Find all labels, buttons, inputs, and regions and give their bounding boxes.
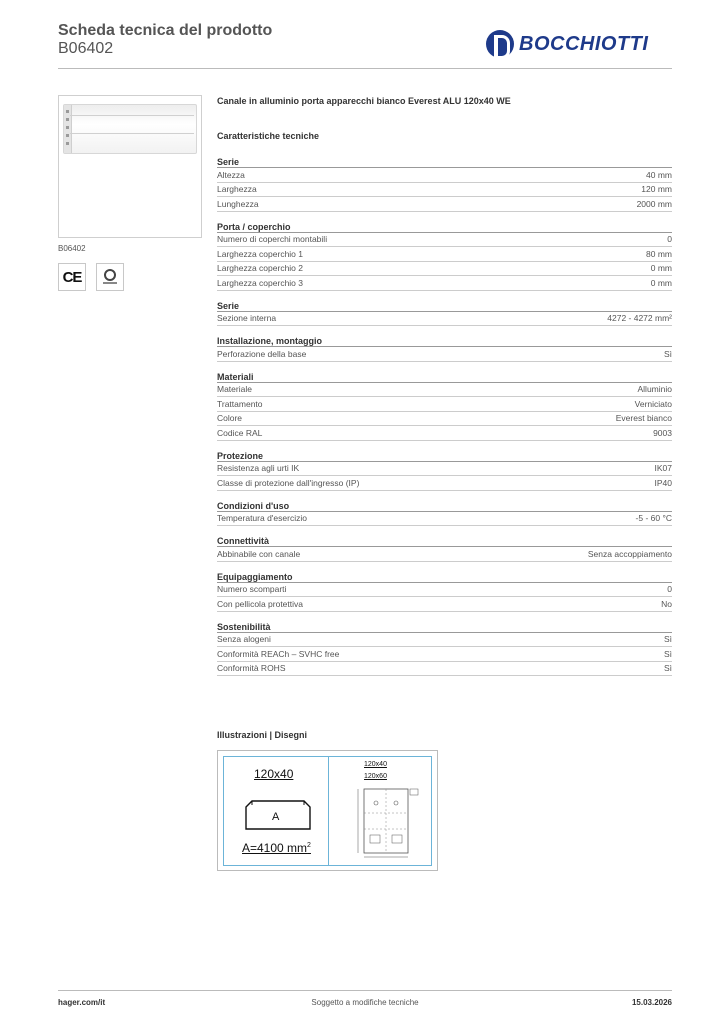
spec-section-title: Porta / coperchio: [217, 221, 672, 233]
spec-value: Sì: [663, 348, 672, 359]
spec-row: [217, 633, 672, 648]
spec-row: [217, 262, 672, 277]
spec-row: [217, 412, 672, 427]
spec-value: IK07: [654, 463, 672, 473]
spec-value: 0 mm: [650, 277, 672, 288]
drawing-a-area: A=4100 $mm^2$: [242, 841, 311, 855]
product-code: B06402: [58, 40, 114, 57]
spec-value: Sì: [663, 634, 672, 644]
spec-row: [217, 168, 672, 183]
spec-label: Numero scomparti: [217, 584, 287, 594]
spec-row: [217, 512, 672, 527]
photo-caption: B06402: [58, 244, 86, 253]
spec-label: Trattamento: [217, 398, 263, 409]
spec-section-title: Equipaggiamento: [217, 571, 672, 583]
spec-value: 0 mm: [650, 263, 672, 273]
spec-label: Abbinabile con canale: [217, 548, 301, 559]
spec-label: Resistenza agli urti IK: [217, 463, 300, 473]
spec-section: [217, 571, 672, 612]
footer-divider: [58, 990, 672, 991]
spec-label: Altezza: [217, 169, 245, 180]
spec-section: [217, 535, 672, 562]
duct-drawing: [63, 104, 197, 154]
spec-section: [217, 221, 672, 291]
spec-value: Senza accoppiamento: [587, 548, 672, 559]
spec-row: [217, 347, 672, 362]
spec-row: [217, 233, 672, 248]
spec-label: Materiale: [217, 384, 252, 394]
spec-section-title: Protezione: [217, 450, 672, 462]
product-title: Canale in alluminio porta apparecchi bianco Everest ALU 120x40 WE: [217, 96, 511, 106]
spec-label: Conformità ROHS: [217, 663, 286, 673]
duct-groove: [70, 133, 194, 134]
brand-mark-icon: [486, 30, 514, 58]
spec-row: [217, 462, 672, 477]
spec-row: [217, 426, 672, 441]
drawing-b-label-2: 120x60: [364, 773, 387, 780]
spec-row: [217, 597, 672, 612]
footer: [58, 996, 672, 1010]
spec-section: [217, 500, 672, 527]
spec-value: Verniciato: [634, 398, 672, 409]
footer-website: hager.com/it: [58, 998, 106, 1007]
spec-label: Sezione interna: [217, 313, 277, 323]
technical-drawing: [217, 750, 438, 871]
spec-value: IP40: [654, 477, 672, 488]
spec-label: Larghezza coperchio 2: [217, 263, 304, 273]
spec-section-title: Condizioni d'uso: [217, 500, 672, 512]
spec-label: Perforazione della base: [217, 348, 307, 359]
spec-value: 120 mm: [641, 184, 672, 194]
spec-section-title: Serie: [217, 300, 672, 312]
spec-value: 9003: [653, 427, 672, 438]
spec-value: 40 mm: [646, 169, 672, 180]
footer-disclaimer: Soggetto a modifiche tecniche: [311, 998, 419, 1007]
brand-logo: [486, 28, 670, 60]
spec-section: [217, 300, 672, 327]
spec-section: [217, 621, 672, 677]
spec-label: Larghezza coperchio 3: [217, 277, 304, 288]
drawing-a-label: 120x40: [254, 767, 294, 781]
product-photo: [58, 95, 202, 238]
spec-label: Con pellicola protettiva: [217, 598, 303, 609]
spec-row: [217, 647, 672, 662]
spec-section: [217, 335, 672, 362]
spec-label: Colore: [217, 413, 243, 423]
spec-row: [217, 547, 672, 562]
duct-end-cap: [64, 105, 72, 153]
spec-row: [217, 197, 672, 212]
spec-value: 2000 mm: [636, 198, 672, 209]
brand-name: BOCCHIOTTI: [519, 32, 649, 55]
spec-value: 0: [667, 234, 672, 244]
header-divider: [58, 68, 672, 69]
spec-row: [217, 183, 672, 198]
spec-value: Sì: [663, 663, 672, 673]
page-title: Scheda tecnica del prodotto: [58, 22, 273, 39]
certification-mark-icon: [96, 263, 124, 291]
tech-characteristics-heading: Caratteristiche tecniche: [217, 131, 320, 141]
spec-label: Senza alogeni: [217, 634, 271, 644]
spec-row: [217, 276, 672, 291]
spec-value: Everest bianco: [615, 413, 672, 423]
footer-date: 15.03.2026: [631, 998, 672, 1007]
spec-value: No: [661, 598, 672, 609]
spec-section-title: Serie: [217, 156, 672, 168]
spec-value: 4272 - 4272 mm²: [607, 313, 672, 323]
spec-row: [217, 397, 672, 412]
spec-value: 80 mm: [646, 248, 672, 259]
spec-label: Codice RAL: [217, 427, 263, 438]
spec-label: Larghezza: [217, 184, 257, 194]
spec-row: [217, 247, 672, 262]
spec-row: [217, 583, 672, 598]
cross-section-drawing: [242, 799, 314, 833]
spec-row: [217, 312, 672, 327]
spec-label: Temperatura d'esercizio: [217, 513, 307, 523]
spec-row: [217, 476, 672, 491]
spec-label: Larghezza coperchio 1: [217, 248, 304, 259]
spec-table: [217, 156, 672, 685]
spec-label: Classe di protezione dall'ingresso (IP): [217, 477, 360, 488]
spec-label: Lunghezza: [217, 198, 259, 209]
duct-groove: [70, 115, 194, 116]
drawing-a-letter: A: [272, 811, 280, 823]
spec-value: Alluminio: [637, 384, 672, 394]
spec-section: [217, 371, 672, 441]
illustrations-heading: Illustrazioni | Disegni: [217, 730, 308, 740]
spec-value: -5 - 60 °C: [635, 513, 672, 523]
spec-section: [217, 450, 672, 491]
spec-label: Numero di coperchi montabili: [217, 234, 328, 244]
spec-section-title: Materiali: [217, 371, 672, 383]
spec-value: 0: [667, 584, 672, 594]
spec-section-title: Sostenibilità: [217, 621, 672, 633]
spec-row: [217, 662, 672, 677]
ce-mark-icon: CE: [58, 263, 86, 291]
spec-section-title: Installazione, montaggio: [217, 335, 672, 347]
spec-value: Sì: [663, 648, 672, 659]
spec-label: Conformità REACh – SVHC free: [217, 648, 340, 659]
spec-row: [217, 383, 672, 398]
dimension-drawing: [350, 783, 426, 863]
drawing-b-label-1: 120x40: [364, 761, 387, 768]
spec-section: [217, 156, 672, 212]
spec-section-title: Connettività: [217, 535, 672, 547]
